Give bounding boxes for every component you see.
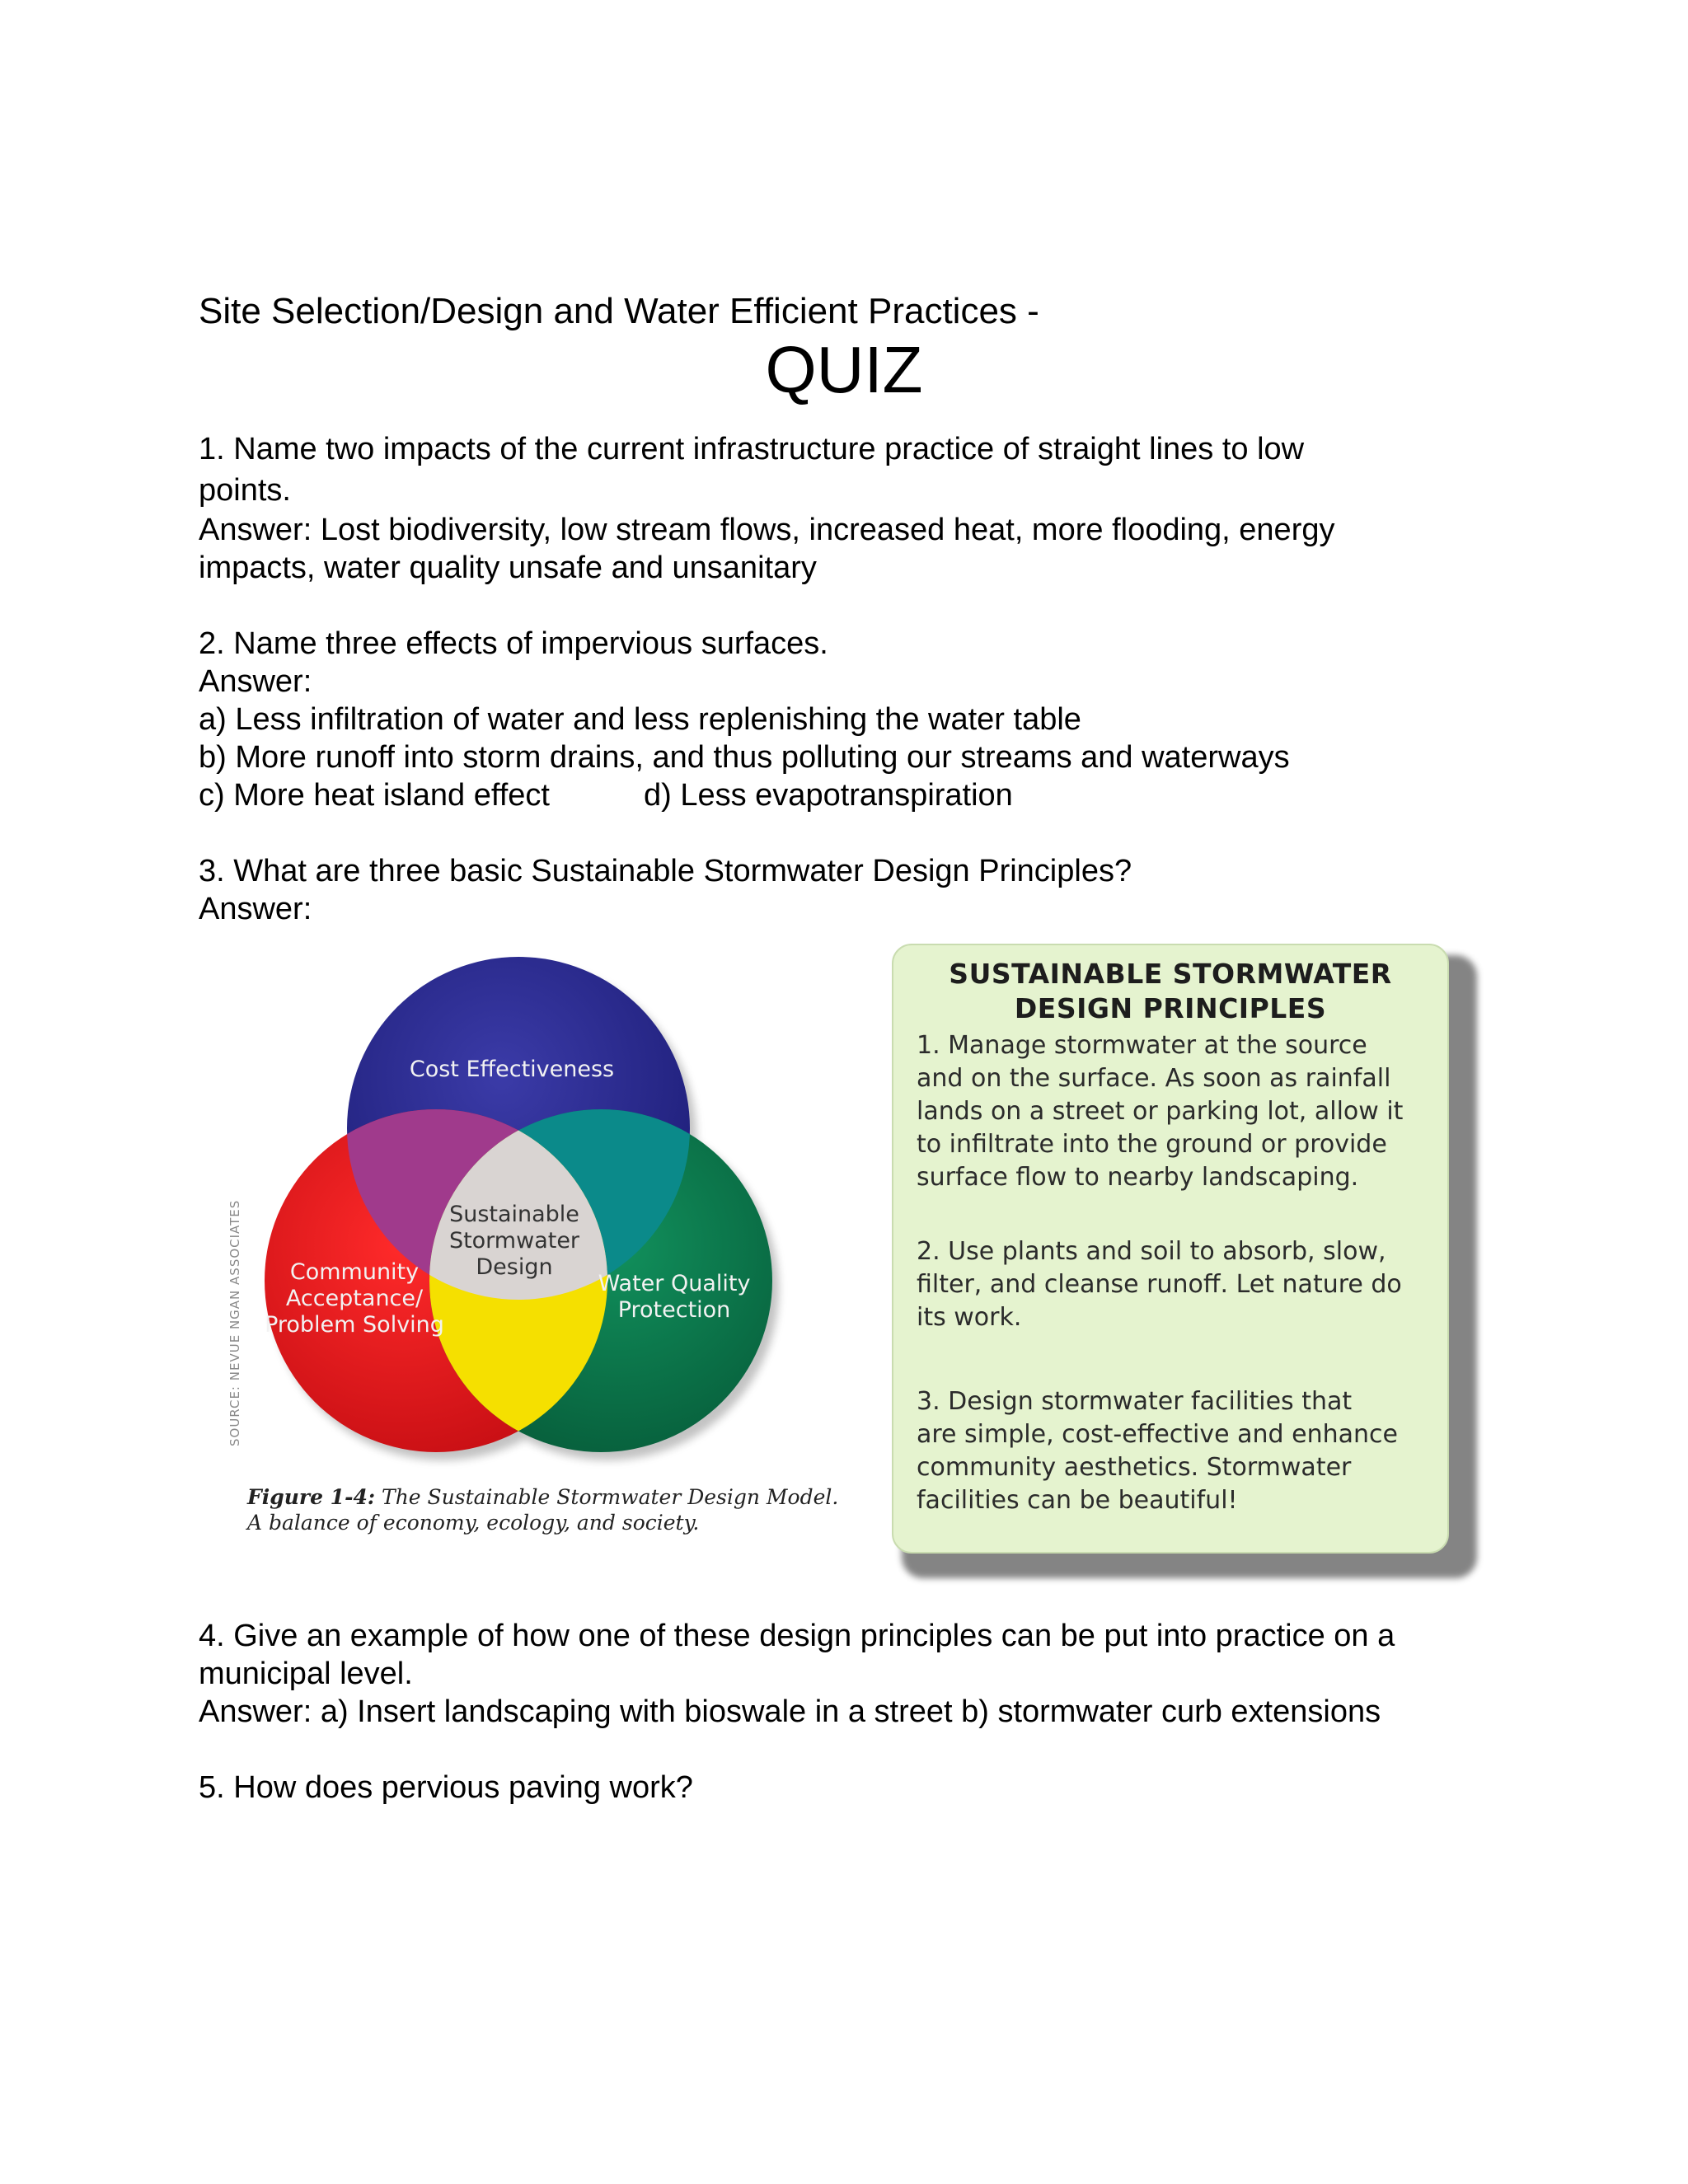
principle-2-line: filter, and cleanse runoff. Let nature do xyxy=(917,1270,1402,1299)
q1-answer-line1: Answer: Lost biodiversity, low stream flows, increased heat, more flooding, energy xyxy=(199,513,1335,547)
principle-1-line: to infiltrate into the ground or provide xyxy=(917,1130,1387,1159)
q3-question: 3. What are three basic Sustainable Stormwater Design Principles? xyxy=(199,854,1132,888)
venn-label-center-2: Stormwater xyxy=(448,1228,580,1254)
principle-2-line: its work. xyxy=(917,1303,1022,1332)
principle-1 xyxy=(917,1029,1436,1194)
principle-1-line: 1. Manage stormwater at the source xyxy=(917,1031,1367,1060)
figure-caption-label: Figure 1-4: xyxy=(247,1485,376,1509)
principle-1-line: surface flow to nearby landscaping. xyxy=(917,1163,1359,1192)
principle-1-line: lands on a street or parking lot, allow it xyxy=(917,1097,1404,1126)
venn-label-water-2: Protection xyxy=(617,1297,731,1323)
venn-label-community-1: Community xyxy=(289,1259,420,1285)
q2-item-b: b) More runoff into storm drains, and thus polluting our streams and waterways xyxy=(199,740,1290,775)
venn-source-credit: SOURCE: NEVUE NGAN ASSOCIATES xyxy=(227,1199,242,1446)
q4-answer: Answer: a) Insert landscaping with bioswale in a street b) stormwater curb extensions xyxy=(199,1694,1381,1729)
principle-3-line: community aesthetics. Stormwater xyxy=(917,1453,1352,1482)
q4-question-line1: 4. Give an example of how one of these design principles can be put into practice on a xyxy=(199,1619,1395,1653)
principles-box xyxy=(892,944,1449,1554)
q2-question: 2. Name three effects of impervious surfaces. xyxy=(199,626,828,661)
figure-caption-line1 xyxy=(246,1485,838,1509)
document-title: Site Selection/Design and Water Efficient Practices - xyxy=(199,291,1039,331)
q2-item-d: d) Less evapotranspiration xyxy=(644,778,1013,813)
principle-2 xyxy=(917,1235,1436,1334)
figure-caption-line2: A balance of economy, ecology, and society. xyxy=(247,1511,700,1535)
venn-label-center-1: Sustainable xyxy=(449,1202,579,1227)
figure-caption-title: The Sustainable Stormwater Design Model. xyxy=(375,1485,839,1509)
principle-3-line: 3. Design stormwater facilities that xyxy=(917,1387,1353,1416)
principle-2-line: 2. Use plants and soil to absorb, slow, xyxy=(917,1237,1386,1266)
venn-label-community-2: Acceptance/ xyxy=(285,1286,424,1311)
q2-answer-label: Answer: xyxy=(199,664,312,699)
venn-diagram xyxy=(198,948,907,1566)
venn-label-center-3: Design xyxy=(476,1254,553,1280)
venn-label-cost: Cost Effectiveness xyxy=(409,1057,615,1082)
q1-question-line1: 1. Name two impacts of the current infrastructure practice of straight lines to low xyxy=(199,432,1305,466)
q5-question: 5. How does pervious paving work? xyxy=(199,1770,693,1805)
principles-box-title xyxy=(893,957,1447,1026)
principle-1-line: and on the surface. As soon as rainfall xyxy=(917,1064,1391,1093)
venn-label-water-1: Water Quality xyxy=(598,1271,751,1296)
venn-label-community-3: Problem Solving xyxy=(265,1312,444,1338)
q1-question-line2: points. xyxy=(199,473,291,508)
principles-title-line1: SUSTAINABLE STORMWATER xyxy=(949,958,1392,990)
q3-answer-label: Answer: xyxy=(199,892,312,926)
principle-3-line: are simple, cost-effective and enhance xyxy=(917,1420,1398,1449)
principles-title-line2: DESIGN PRINCIPLES xyxy=(1014,992,1327,1024)
quiz-heading: QUIZ xyxy=(765,333,923,406)
q4-question-line2: municipal level. xyxy=(199,1657,413,1691)
principle-3 xyxy=(917,1385,1436,1517)
principle-3-line: facilities can be beautiful! xyxy=(917,1486,1238,1515)
q2-item-a: a) Less infiltration of water and less replenishing the water table xyxy=(199,702,1081,737)
q2-item-c: c) More heat island effect xyxy=(199,778,550,813)
q1-answer-line2: impacts, water quality unsafe and unsanitary xyxy=(199,551,817,585)
